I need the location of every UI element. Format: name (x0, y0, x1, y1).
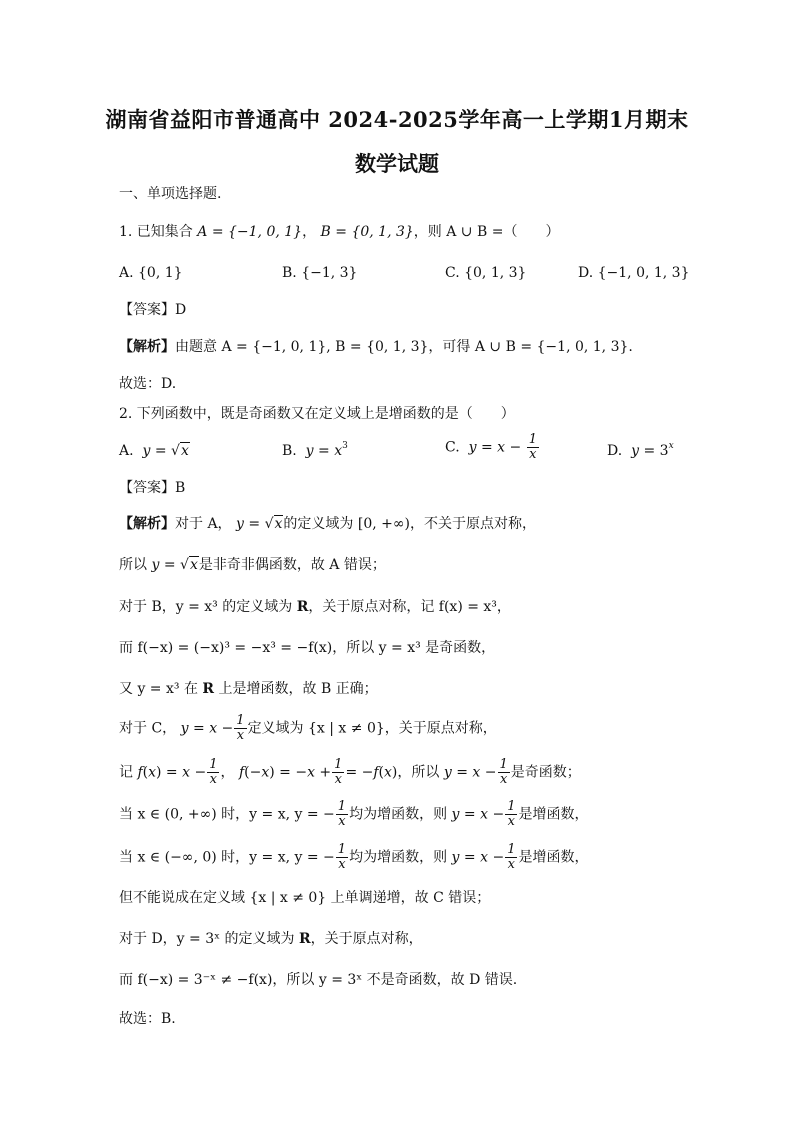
q2-l2-b: 是非奇非偶函数，故 A 错误； (198, 557, 386, 573)
q2-l11-r: R (298, 931, 311, 947)
q2-option-a-label: A. (119, 443, 134, 459)
fraction-1-over-x: $\frac{1}{x}$ (499, 757, 508, 787)
q2-l11-b: ，关于原点对称， (310, 931, 423, 947)
q2-option-d: D. $y = 3^x$ (607, 441, 674, 459)
q2-l9-c: 是增函数， (518, 849, 589, 866)
q2-l3-a: 对于 B，y = x³ 的定义域为 (119, 599, 297, 615)
q2-l6-a: 对于 C， (119, 720, 177, 737)
q1-analysis-label: 【解析】 (119, 339, 175, 355)
q2-l3-b: ，关于原点对称，记 f(x) = x³， (308, 599, 511, 615)
q2-analysis-line-9: 当 x ∈ (−∞, 0) 时，y = x, y = − $\frac{1}{x}$ 均为增函数，则 y = x − $\frac{1}{x}$ 是增函数， (119, 842, 589, 872)
fraction-1-over-x: $\frac{1}{x}$ (337, 842, 347, 872)
title-line-2: 数学试题 (355, 151, 439, 176)
q1-option-d: D. {−1, 0, 1, 3} (578, 265, 690, 281)
fraction-1-over-x: $\frac{1}{x}$ (236, 713, 245, 743)
q2-option-b: B. $y = x^3$ (282, 441, 348, 459)
fraction-1-over-x: $\frac{1}{x}$ (209, 757, 218, 787)
title-line-1: 湖南省益阳市普通高中 2024-2025学年高一上学期1月期末 (105, 107, 689, 132)
q1-analysis-text: 由题意 A = {−1, 0, 1}, B = {0, 1, 3}，可得 A ∪ B = {−1, 0, 1, 3}. (175, 339, 633, 355)
q2-l5-b: 上是增函数，故 B 正确； (214, 681, 378, 697)
q2-l6-b: 定义域为 {x | x ≠ 0}，关于原点对称， (247, 720, 497, 737)
q2-option-c-label: C. (445, 439, 460, 456)
q2-l7-a: 记 (119, 764, 133, 781)
q2-option-b-label: B. (282, 443, 297, 459)
q2-l11-a: 对于 D，y = 3ˣ 的定义域为 (119, 931, 299, 947)
q2-l9-a: 当 x ∈ (−∞, 0) 时，y = x, y = − (119, 849, 335, 866)
q2-l5-a: 又 y = x³ 在 (119, 681, 203, 697)
q2-l8-b: 均为增函数，则 (349, 806, 448, 823)
fraction-1-over-x: $\frac{1}{x}$ (334, 757, 343, 787)
q2-analysis-line-1: 【解析】对于 A， y = √x的定义域为 [0, +∞)，不关于原点对称， (119, 516, 536, 532)
q1-set-b: B = {0, 1, 3} (320, 224, 414, 240)
q2-conclusion: 故选：B. (119, 1011, 176, 1027)
q1-option-a: A. {0, 1} (119, 265, 183, 281)
q2-analysis-line-12: 而 f(−x) = 3⁻ˣ ≠ −f(x)，所以 y = 3ˣ 不是奇函数，故 D 错误. (119, 972, 518, 988)
q2-analysis-line-6: 对于 C， y = x − $\frac{1}{x}$ 定义域为 {x | x ≠ 0}，关于原点对称， (119, 713, 497, 743)
q2-analysis-line-4: 而 f(−x) = (−x)³ = −x³ = −f(x)，所以 y = x³ 是奇函数， (119, 640, 496, 656)
q1-set-a: A = {−1, 0, 1} (197, 224, 303, 240)
q1-stem: 1. 已知集合 A = {−1, 0, 1}， B = {0, 1, 3}，则 A ∪ B =（ ） (119, 224, 560, 240)
q2-l3-r: R (296, 599, 309, 615)
q2-analysis-line-11 (119, 929, 423, 949)
q2-analysis-line-10: 但不能说成在定义域 {x | x ≠ 0} 上单调递增，故 C 错误； (119, 890, 491, 906)
q2-l9-b: 均为增函数，则 (349, 849, 448, 866)
q2-analysis-line-2: 所以 y = √x是非奇非偶函数，故 A 错误； (119, 557, 386, 573)
fraction-1-over-x: $\frac{1}{x}$ (507, 799, 516, 829)
q2-analysis-label: 【解析】 (119, 516, 175, 532)
q2-l8-a: 当 x ∈ (0, +∞) 时，y = x, y = − (119, 806, 335, 823)
q2-stem: 2. 下列函数中，既是奇函数又在定义域上是增函数的是（ ） (119, 406, 515, 422)
q2-analysis-line-5 (119, 679, 378, 699)
q2-l7-c: 是奇函数； (510, 764, 581, 781)
q2-option-d-label: D. (607, 443, 623, 459)
q1-stem-prefix: 1. 已知集合 (119, 224, 193, 240)
section-heading: 一、单项选择题. (119, 186, 222, 202)
q2-l5-r: R (202, 681, 215, 697)
q1-analysis (119, 337, 633, 357)
q2-option-a: A. y = √x (119, 443, 189, 459)
fraction-1-over-x: $\frac{1}{x}$ (528, 432, 537, 462)
q2-analysis-line-8: 当 x ∈ (0, +∞) 时，y = x, y = − $\frac{1}{x}$ 均为增函数，则 y = x − $\frac{1}{x}$ 是增函数， (119, 799, 589, 829)
q2-l2-a: 所以 (119, 557, 147, 573)
q2-l1-b: 的定义域为 [0, +∞)，不关于原点对称， (283, 516, 536, 532)
q2-analysis-line-3 (119, 597, 511, 617)
q2-l1-a: 对于 A， (175, 516, 232, 532)
q2-option-c: C. y = x − $\frac{1}{x}$ (445, 432, 537, 462)
q2-l8-c: 是增函数， (518, 806, 589, 823)
fraction-1-over-x: $\frac{1}{x}$ (337, 799, 347, 829)
q2-l7-b: ，所以 (397, 764, 440, 781)
q1-answer: 【答案】D (119, 302, 187, 318)
fraction-1-over-x: $\frac{1}{x}$ (507, 842, 516, 872)
q1-conclusion: 故选：D. (119, 376, 177, 392)
q2-answer: 【答案】B (119, 480, 186, 496)
q1-stem-suffix: ，则 A ∪ B =（ ） (413, 224, 560, 240)
q1-option-c: C. {0, 1, 3} (445, 265, 527, 281)
q2-analysis-line-7: 记 f(x) = x − $\frac{1}{x}$ ， f(−x) = −x + $\frac{1}{x}$ = −f(x)，所以 y = x − $\frac{1}{x}$ 是奇函数； (119, 757, 581, 787)
q1-option-b: B. {−1, 3} (282, 265, 358, 281)
